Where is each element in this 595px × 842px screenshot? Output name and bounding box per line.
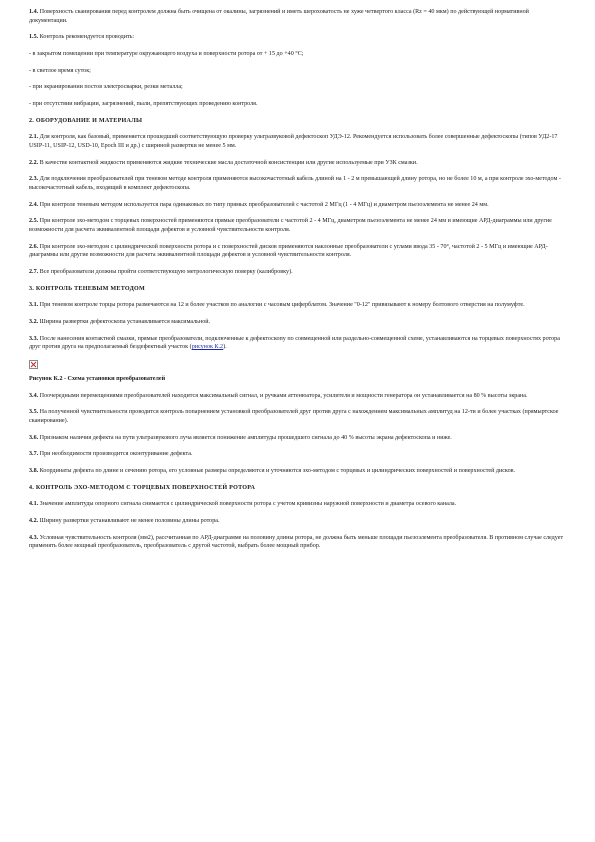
clause-number: 3.4. xyxy=(29,392,39,399)
paragraph-text: Признаком наличия дефекта на пути ультразвукового луча является понижение амплитуды прошедшего сигнала до 40 % высоты экрана дефектоскопа и ниже. xyxy=(39,434,452,441)
paragraph-2-4 xyxy=(29,201,566,210)
clause-number: 2.3. xyxy=(29,176,39,183)
paragraph-2-5 xyxy=(29,217,566,234)
figure-link[interactable]: рисунок К.2 xyxy=(191,344,224,351)
paragraph-text: На полученной чувствительности проводится контроль попарнением установкой преобразователей друг против друга с нахождением максимальных амплитуд на 12-ти и более участках (прямыртское сканирование). xyxy=(29,409,559,424)
clause-number: 2.1. xyxy=(29,134,39,141)
paragraph-text: ). xyxy=(223,344,227,351)
clause-number: 1.4. xyxy=(29,9,39,15)
figure-caption: Рисунок К.2 - Схема установки преобразователей xyxy=(29,375,166,382)
paragraph-text: - в светлое время суток; xyxy=(29,67,91,74)
section-heading-shadow-method: 3. КОНТРОЛЬ ТЕНЕВЫМ МЕТОДОМ xyxy=(29,285,146,292)
paragraph-text: При необходимости производится оконтуривание дефекта. xyxy=(39,451,193,458)
paragraph-text: Координаты дефекта по длине и сечению ротора, его условные размеры определяются и уточняются эхо-методом с торцевых и цилиндрических поверхностей и поверхностей дисков. xyxy=(39,467,516,474)
paragraph-text: Контроль рекомендуется проводить: xyxy=(39,34,135,41)
paragraph-text: При теневом контроле торцы ротора размечаются на 12 и более участков по аналогии с часовым циферблатом. Значение "0-12" привязывают к номеру болтового отверстия на полумуфте. xyxy=(39,302,525,309)
paragraph-text: Значение амплитуды опорного сигнала снимается с цилиндрической поверхности ротора с учетом кривизны наружной поверхности и диаметра осевого канала. xyxy=(39,501,457,508)
paragraph-3-4 xyxy=(29,392,566,401)
clause-number: 4.1. xyxy=(29,501,39,508)
paragraph-text: Ширина развертки дефектоскопа устанавливается максимальной. xyxy=(39,318,211,325)
paragraph-text: Поочередными перемещениями преобразователей находится максимальный сигнал, и ручками аттенюатора, усилителя и мощности генератора он устанавливается на 80 % высоты экрана. xyxy=(39,392,528,399)
paragraph-2-7 xyxy=(29,268,566,277)
paragraph-text: - в закрытом помещении при температуре окружающего воздуха и поверхности ротора от + 15 до +40 °С; xyxy=(29,50,304,57)
clause-number: 2.6. xyxy=(29,243,39,250)
paragraph-2-2 xyxy=(29,159,566,168)
paragraph-text: - при экранировании постов электросварки, резки металла; xyxy=(29,84,183,91)
paragraph-3-6 xyxy=(29,434,566,443)
paragraph-2-1 xyxy=(29,133,566,150)
list-item xyxy=(29,50,566,59)
paragraph-1-5 xyxy=(29,33,566,42)
paragraph-2-3 xyxy=(29,175,566,192)
clause-number: 3.1. xyxy=(29,302,39,309)
clause-number: 3.7. xyxy=(29,451,39,458)
paragraph-text: Ширину развертки устанавливают не менее половины длины ротора. xyxy=(39,518,220,525)
document-page xyxy=(29,8,566,559)
paragraph-text: Условная чувствительность контроля (мм2), рассчитанная по АРД-диаграмме на половину длины ротора, не должна быть меньше площади пьезоэлемента преобразователя. В противном случае следует применять более мощный преобразователь, преобразователь с другой частотой, выбрать более мощный прибор. xyxy=(29,534,564,550)
clause-number: 2.5. xyxy=(29,218,39,225)
paragraph-3-5 xyxy=(29,408,566,425)
paragraph-4-2 xyxy=(29,517,566,526)
paragraph-text: Поверхность сканирования перед контролем должна быть очищена от окалины, загрязнений и иметь шероховатость не хуже четвертого класса (Rz = 40 мкм) по действующей нормативной документации. xyxy=(29,9,529,24)
clause-number: 2.2. xyxy=(29,159,39,166)
clause-number: 3.5. xyxy=(29,409,39,416)
clause-number: 3.6. xyxy=(29,434,39,441)
paragraph-text: Все преобразователи должны пройти соответствующую метрологическую поверку (калибровку). xyxy=(39,268,293,275)
clause-number: 1.5. xyxy=(29,34,39,41)
paragraph-4-1 xyxy=(29,500,566,509)
paragraph-3-3: 3.3. После нанесения контактной смазки, прямые преобразователи, подключенные к дефектоскопу по совмещенной или раздельно-совмещенной схеме, устанавливаются на торцевых поверхностях ротора друг против друга на предполагаемый бездефектный участок (рисунок К.2). xyxy=(29,335,560,351)
paragraph-3-2 xyxy=(29,318,566,327)
paragraph-1-4 xyxy=(29,8,566,25)
clause-number: 3.3. xyxy=(29,335,39,342)
paragraph-4-3 xyxy=(29,534,566,551)
paragraph-text: - при отсутствии вибрации, загрязнений, пыли, препятствующих проведению контроля. xyxy=(29,101,258,108)
paragraph-text: При контроле эхо-методом с торцевых поверхностей применяются прямые преобразователи с частотой 2 - 4 МГц, диаметром пьезоэлемента не менее 24 мм и имеющие АРД-диаграммы или другие возможности для расчета эквивалентной площади дефектов и условной чувствительности контроля. xyxy=(29,218,552,233)
clause-number: 3.2. xyxy=(29,318,39,325)
broken-image-icon xyxy=(29,360,38,369)
clause-number: 3.8. xyxy=(29,467,39,474)
clause-number: 2.4. xyxy=(29,201,39,208)
clause-number: 4.3. xyxy=(29,534,39,541)
paragraph-3-7 xyxy=(29,450,566,459)
paragraph-3-8 xyxy=(29,467,566,476)
list-item xyxy=(29,100,566,109)
paragraph-text: При контроле теневым методом используется пара одинаковых по типу прямых преобразователей с частотой 2 МГц (1 - 4 МГц) и диаметром пьезоэлемента не менее 24 мм. xyxy=(39,201,489,208)
list-item xyxy=(29,67,566,76)
paragraph-text: Для контроля, как базовый, применяется прошедший соответствующую проверку ультразвуковой дефектоскоп УДЭ-12. Рекомендуется использовать более совершенные дефектоскопы (типов УД2-17 USIP-11, USIP-12, USD-10, Epoch III и др.) с шириной развертки не менее 5 мм. xyxy=(29,134,558,149)
clause-number: 2.7. xyxy=(29,268,39,275)
paragraph-text: В качестве контактной жидкости применяются жидкие технические масла достаточной консистенции или другие используемые при УЗК смазки. xyxy=(39,159,418,166)
paragraph-text: Для подключения преобразователей при теневом методе контроля применяются высокочастотный кабель длиной на 1 - 2 м превышающей длину ротора, но не более 10 м, а при контроле эхо-методом - высокочастотный кабель, входящий в комплект дефектоскопа. xyxy=(29,176,561,191)
paragraph-3-1 xyxy=(29,301,566,310)
paragraph-2-6 xyxy=(29,243,566,260)
list-item xyxy=(29,83,566,92)
paragraph-text: При контроле эхо-методом с цилиндрической поверхности ротора и с поверхностей дисков применяются наклонные преобразователи с углами ввода 35 - 70°, частотой 2 - 5 МГц и имеющие АРД-диаграммы или другие возможности для расчета эквивалентной площади дефектов и условной чувствительности контроля. xyxy=(29,243,548,259)
clause-number: 4.2. xyxy=(29,518,39,525)
section-heading-echo-method: 4. КОНТРОЛЬ ЭХО-МЕТОДОМ С ТОРЦЕВЫХ ПОВЕРХНОСТЕЙ РОТОРА xyxy=(29,484,256,491)
section-heading-equipment: 2. ОБОРУДОВАНИЕ И МАТЕРИАЛЫ xyxy=(29,117,143,124)
paragraph-text: После нанесения контактной смазки, прямые преобразователи, подключенные к дефектоскопу по совмещенной или раздельно-совмещенной схеме, устанавливаются на торцевых поверхностях ротора друг против друга на предполагаемый бездефектный участок xyxy=(29,335,560,351)
